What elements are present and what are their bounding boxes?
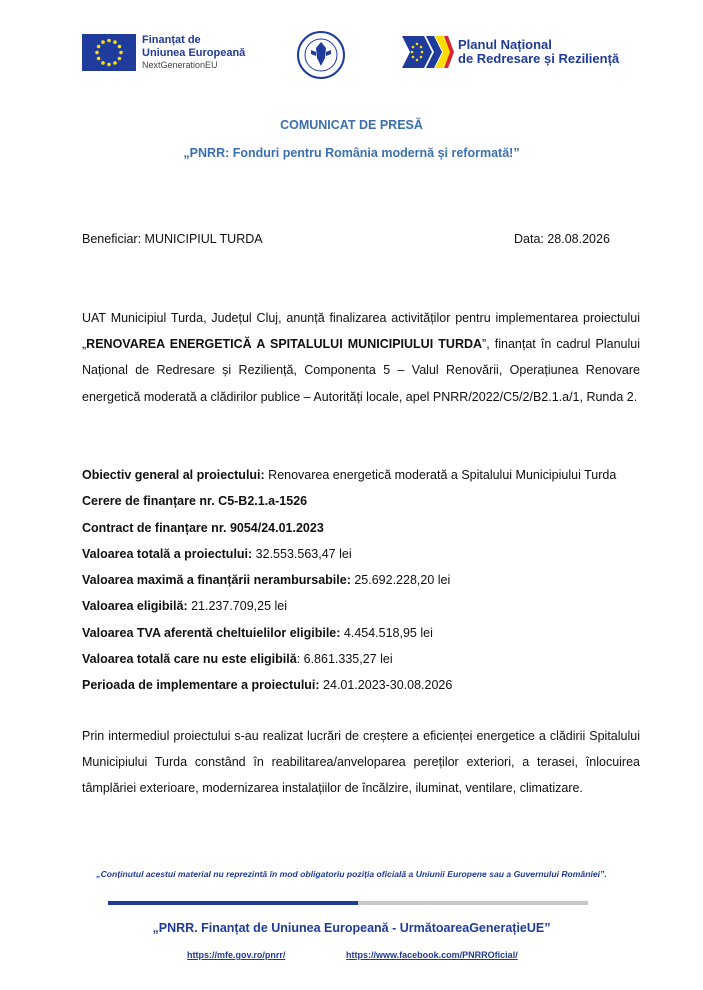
- detail-row: [82, 593, 662, 619]
- detail-label: Valoarea totală care nu este eligibilă: [82, 652, 297, 667]
- footer-slogan: „PNRR. Finanțat de Uniunea Europeană - UrmătoareaGenerațieUE”: [152, 921, 551, 935]
- intro-paragraph: [82, 305, 640, 410]
- detail-row: [82, 541, 662, 567]
- detail-value: 21.237.709,25 lei: [187, 599, 287, 614]
- pnrr-flag-arrow-icon: [402, 36, 454, 68]
- detail-label: Perioada de implementare a proiectului:: [82, 678, 320, 693]
- date-line: Data: 28.08.2026: [514, 232, 610, 246]
- detail-label: Valoarea maximă a finanțării nerambursabile:: [82, 573, 351, 588]
- detail-row: [82, 462, 662, 488]
- facebook-pnrr-link[interactable]: https://www.facebook.com/PNRROficial/: [346, 950, 518, 960]
- disclaimer: „Conținutul acestui material nu reprezintă în mod obligatoriu poziția oficială a Uniunii Europene sau a Guvernului României”.: [96, 869, 607, 879]
- detail-row: [82, 672, 662, 698]
- intro-text-part1: UAT Municipiul Turda, Județul Cluj, anunță finalizarea activităților pentru implementarea proiectului „: [82, 311, 640, 352]
- detail-value: : 6.861.335,27 lei: [296, 652, 393, 667]
- project-name: RENOVAREA ENERGETICĂ A SPITALULUI MUNICIPIULUI TURDA: [86, 337, 483, 352]
- footer-bar-blue: [108, 901, 358, 905]
- detail-label: Valoarea TVA aferentă cheltuielilor eligibile:: [82, 625, 341, 640]
- detail-row: [82, 567, 662, 593]
- detail-value: 32.553.563,47 lei: [252, 546, 352, 561]
- mfe-pnrr-link[interactable]: https://mfe.gov.ro/pnrr/: [187, 950, 286, 960]
- government-seal-icon: [296, 30, 346, 80]
- pnrr-logo-line1: Planul Național: [458, 36, 552, 52]
- eu-logo-line3: NextGenerationEU: [142, 59, 218, 70]
- eu-flag-icon: [82, 34, 136, 71]
- eu-logo-line2: Uniunea Europeană: [142, 46, 246, 59]
- press-release-heading: COMUNICAT DE PRESĂ: [280, 118, 423, 132]
- detail-row: [82, 488, 662, 514]
- detail-row: [82, 646, 662, 672]
- project-details: [82, 462, 662, 699]
- detail-value: 24.01.2023-30.08.2026: [319, 678, 453, 693]
- pnrr-logo-line2: de Redresare și Reziliență: [458, 51, 620, 66]
- detail-row: [82, 515, 662, 541]
- intro-text-part2: ”, finanțat în cadrul Planului Național de Redresare și Reziliență, Componenta 5 – Valul Renovării, Operațiunea Renovare energetică moderată a clădirilor publice – Autorități locale, apel PNRR/2022/C5/2/B2.1.a/1, Runda 2.: [82, 337, 641, 404]
- detail-label: Valoarea eligibilă:: [82, 599, 188, 614]
- detail-value: Renovarea energetică moderată a Spitalului Municipiului Turda: [264, 468, 617, 482]
- detail-label: Obiectiv general al proiectului:: [82, 468, 265, 482]
- footer-divider-bar: [108, 901, 588, 905]
- detail-row: [82, 620, 662, 646]
- detail-value: 25.692.228,20 lei: [350, 573, 451, 588]
- beneficiary-line: Beneficiar: MUNICIPIUL TURDA: [82, 232, 263, 246]
- detail-label: Valoarea totală a proiectului:: [82, 546, 253, 561]
- eu-logo: [82, 34, 245, 71]
- detail-label: Cerere de finanțare nr. C5-B2.1.a-1526: [82, 494, 308, 509]
- eu-logo-line1: Finanțat de: [142, 34, 201, 47]
- description-paragraph: Prin intermediul proiectului s-au realizat lucrări de creștere a eficienței energetice a clădirii Spitalului Municipiului Turda constând în reabilitarea/anveloparea pereților exteriori, a terasei, înlocuirea tâmplăriei exterioare, modernizarea instalațiilor de încălzire, iluminat, ventilare, climatizare.: [82, 729, 640, 796]
- detail-value: 4.454.518,95 lei: [340, 625, 433, 640]
- detail-label: Contract de finanțare nr. 9054/24.01.2023: [82, 520, 324, 535]
- footer-bar-gray: [358, 901, 588, 905]
- pnrr-logo: [402, 36, 619, 68]
- press-release-subheading: „PNRR: Fonduri pentru România modernă și reformată!”: [183, 146, 520, 160]
